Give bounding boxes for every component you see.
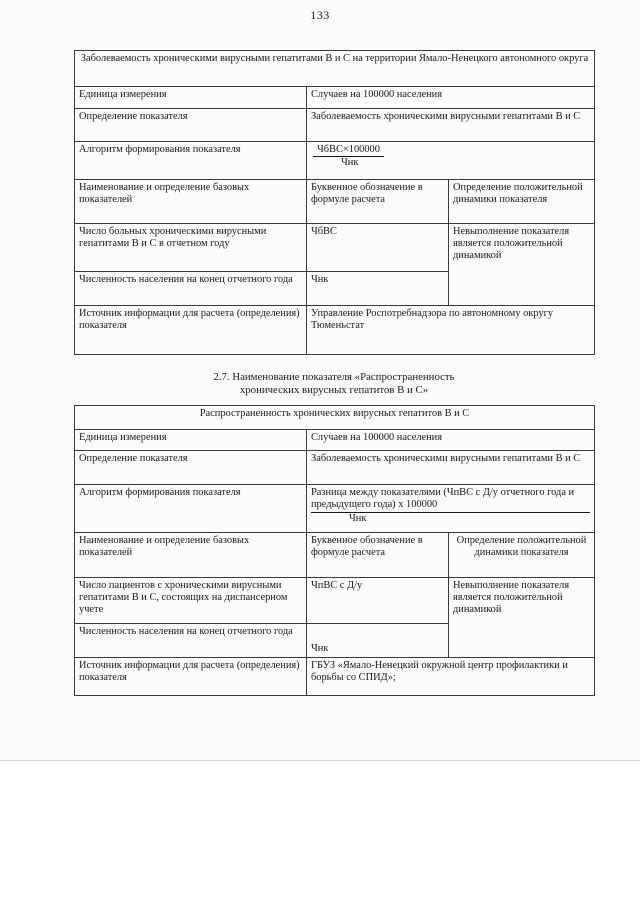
patients-dynamics: Невыполнение показателя является положительной динамикой [449, 224, 595, 306]
formula-numerator: Разница между показателями (ЧпВС с Д/у отчетного года и предыдущего года) х 100000 [311, 487, 590, 513]
page-number: 133 [310, 8, 330, 22]
source-value [307, 306, 595, 355]
formula-numerator: ЧбВС×100000 [313, 144, 384, 157]
table-row [75, 224, 595, 272]
table-row [75, 430, 595, 451]
patients-symbol: ЧбВС [307, 224, 449, 272]
table-title: Заболеваемость хроническими вирусными гепатитами В и С на территории Ямало-Ненецкого автономного округа [75, 51, 595, 87]
indicator-table-incidence [74, 50, 595, 355]
table-title: Распространенность хронических вирусных гепатитов В и С [75, 406, 595, 430]
table-row [75, 180, 595, 224]
indicator-table-prevalence [74, 405, 595, 696]
patients-label: Число больных хроническими вирусными гепатитами В и С в отчетном году [75, 224, 307, 272]
algorithm-label: Алгоритм формирования показателя [75, 485, 307, 533]
source-value-line: Тюменьстат [311, 320, 365, 331]
population-label: Численность населения на конец отчетного года [75, 272, 307, 306]
unit-value: Случаев на 100000 населения [307, 430, 595, 451]
table-row [75, 533, 595, 578]
source-label: Источник информации для расчета (определения) показателя [75, 306, 307, 355]
table-row [75, 109, 595, 142]
algorithm-label: Алгоритм формирования показателя [75, 142, 307, 180]
definition-label: Определение показателя [75, 451, 307, 485]
formula-denominator: Чнк [349, 513, 367, 524]
patients-label: Число пациентов с хроническими вирусными гепатитами В и С, состоящих на диспансерном учете [75, 578, 307, 624]
section-heading-line: хронических вирусных гепатитов В и С» [239, 383, 429, 396]
table-row [75, 485, 595, 533]
table-row [75, 87, 595, 109]
source-label: Источник информации для расчета (определения) показателя [75, 658, 307, 696]
table-row [75, 142, 595, 180]
table-row [75, 451, 595, 485]
formula-fraction [313, 144, 384, 169]
base-letter: Буквенное обозначение в формуле расчета [307, 533, 449, 578]
patients-dynamics: Невыполнение показателя является положительной динамикой [449, 578, 595, 658]
population-symbol: Чнк [307, 624, 449, 658]
definition-label: Определение показателя [75, 109, 307, 142]
table-title-row [75, 406, 595, 430]
base-dynamics: Определение положительной динамики показателя [449, 180, 595, 224]
table-row [75, 578, 595, 624]
unit-label: Единица измерения [75, 430, 307, 451]
definition-value: Заболеваемость хроническими вирусными гепатитами В и С [307, 451, 595, 485]
section-heading-line: 2.7. Наименование показателя «Распространенность [213, 371, 455, 383]
base-label: Наименование и определение базовых показателей [75, 533, 307, 578]
section-heading [74, 371, 594, 396]
source-value: ГБУЗ «Ямало-Ненецкий окружной центр профилактики и борьбы со СПИД»; [307, 658, 595, 696]
patients-symbol: ЧпВС с Д/у [307, 578, 449, 624]
table-title-row [75, 51, 595, 87]
base-label: Наименование и определение базовых показателей [75, 180, 307, 224]
unit-value: Случаев на 100000 населения [307, 87, 595, 109]
table-row [75, 658, 595, 696]
algorithm-formula [307, 142, 595, 180]
population-label: Численность населения на конец отчетного года [75, 624, 307, 658]
base-letter: Буквенное обозначение в формуле расчета [307, 180, 449, 224]
population-symbol: Чнк [307, 272, 449, 306]
table-row [75, 306, 595, 355]
definition-value: Заболеваемость хроническими вирусными гепатитами В и С [307, 109, 595, 142]
source-value-line: Управление Роспотребнадзора по автономному округу [311, 308, 554, 319]
base-dynamics: Определение положительной динамики показателя [449, 533, 595, 578]
algorithm-formula [307, 485, 595, 533]
unit-label: Единица измерения [75, 87, 307, 109]
formula-denominator: Чнк [341, 157, 359, 168]
